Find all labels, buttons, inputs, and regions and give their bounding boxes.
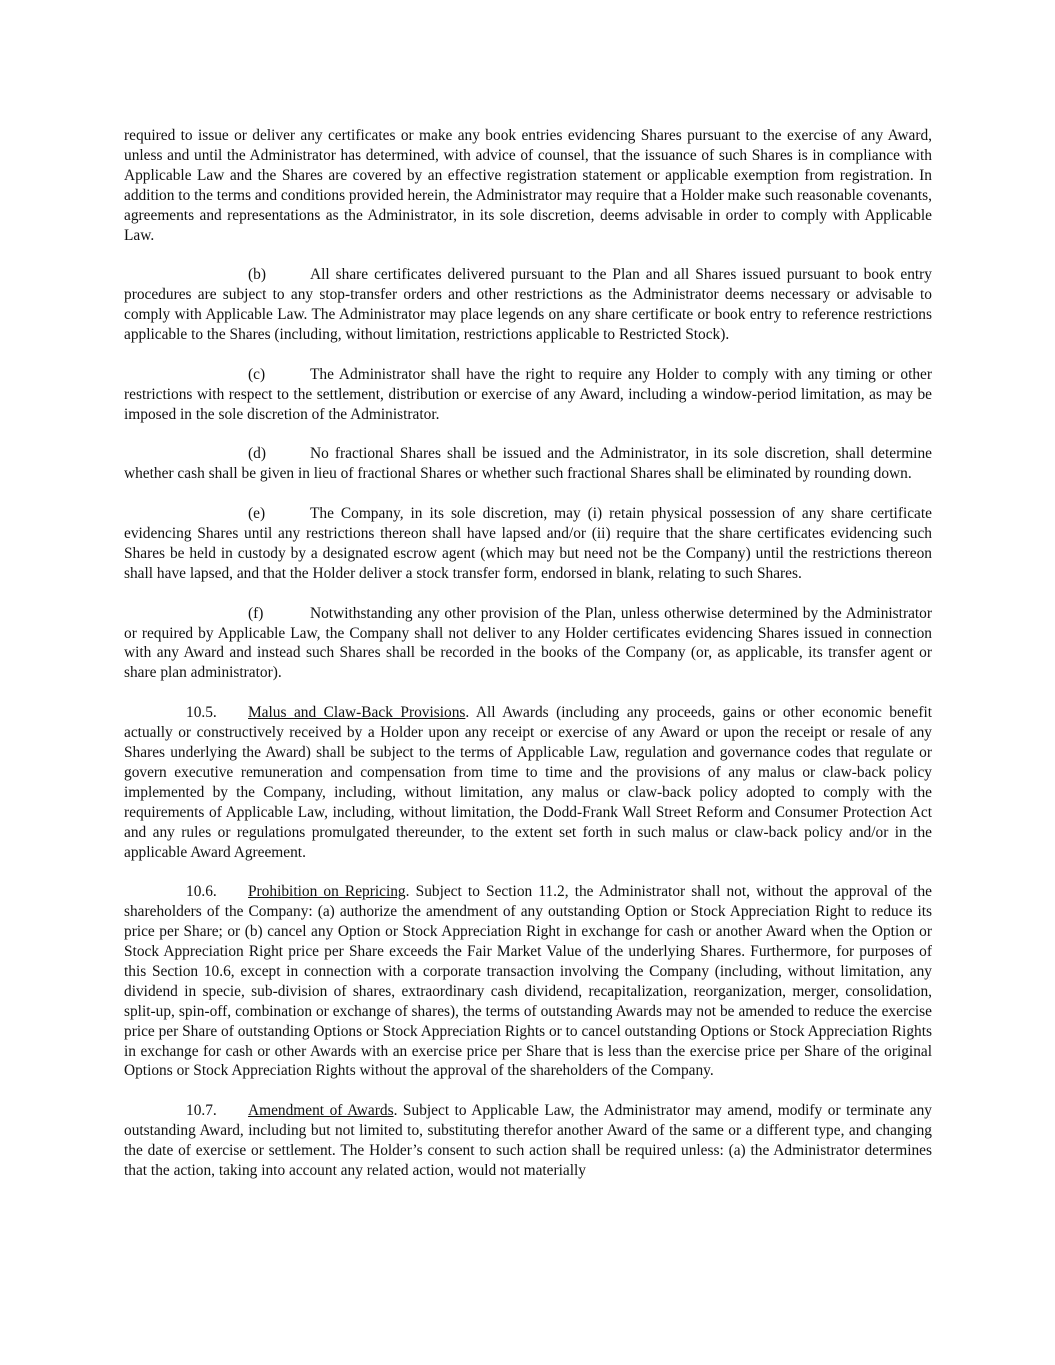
subsection-text: The Administrator shall have the right to require any Holder to comply with any timing or other restrictions with respect to the settlement, distribution or exercise of any Award, including a window-period limitation, as may be imposed in the sole discretion of the Administrator. [124, 365, 932, 423]
section-heading: Amendment of Awards [248, 1102, 394, 1120]
subsection-label: (d) [248, 445, 266, 463]
subsection-c [124, 365, 932, 425]
subsection-text: The Company, in its sole discretion, may (i) retain physical possession of any share certificate evidencing Shares until any restrictions thereon shall have lapsed and/or (ii) require that the share certificates evidencing such Shares be held in custody by a designated escrow agent (which may but need not be the Company) until the restrictions thereon shall have lapsed, and that the Holder deliver a stock transfer form, endorsed in blank, relating to such Shares. [124, 505, 932, 582]
section-heading: Prohibition on Repricing [248, 883, 406, 901]
subsection-text: All share certificates delivered pursuant to the Plan and all Shares issued pursuant to book entry procedures are subject to any stop-transfer orders and other restrictions as the Administrator deems necessary or advisable to comply with Applicable Law. The Administrator may place legends on any share certificate or book entry to reference restrictions applicable to the Shares (including, without limitation, restrictions applicable to Restricted Stock). [124, 266, 932, 344]
section-text: . Subject to Applicable Law, the Administrator may amend, modify or terminate any outstanding Award, including but not limited to, substituting therefor another Award of the same or a different type, and changing the date of exercise or settlement. The Holder’s consent to such action shall be required unless: (a) the Administrator determines that the action, taking into account any related action, would not materially [124, 1102, 932, 1179]
subsection-label: (c) [248, 365, 266, 383]
subsection-f [124, 604, 932, 684]
document-page [124, 126, 932, 1201]
subsection-label: (e) [248, 505, 266, 523]
section-text: . Subject to Section 11.2, the Administrator shall not, without the approval of the shareholders of the Company: (a) authorize the amendment of any outstanding Option or Stock Appreciation Right to reduce its price per Share; or (b) cancel any Option or Stock Appreciation Right in exchange for cash or another Award when the Option or Stock Appreciation Right price per Share exceeds the Fair Market Value of the underlying Shares. Furthermore, for purposes of this Section 10.6, except in connection with a corporate transaction involving the Company (including, without limitation, any dividend in specie, sub-division of shares, extraordinary cash dividend, recapitalization, reorganization, merger, consolidation, split-up, spin-off, combination or exchange of shares), the terms of outstanding Awards may not be amended to reduce the exercise price per Share of outstanding Options or Stock Appreciation Rights or to cancel outstanding Options or Stock Appreciation Rights in exchange for cash or other Awards with an exercise price per Share that is less than the exercise price per Share of the original Options or Stock Appreciation Rights without the approval of the shareholders of the Company. [124, 883, 933, 1080]
subsection-d [124, 444, 932, 484]
subsection-e [124, 504, 932, 584]
section-10-6 [124, 882, 932, 1081]
intro-paragraph: required to issue or deliver any certificates or make any book entries evidencing Shares pursuant to the exercise of any Award, unless and until the Administrator has determined, with advice of counsel, that the issuance of such Shares is in compliance with Applicable Law and the Shares are covered by an effective registration statement or applicable exemption from registration. In addition to the terms and conditions provided herein, the Administrator may require that a Holder make such reasonable covenants, agreements and representations as the Administrator, in its sole discretion, deems advisable in order to comply with Applicable Law. [124, 127, 932, 244]
subsection-label: (f) [248, 604, 264, 622]
section-number: 10.6. [186, 883, 217, 901]
subsection-label: (b) [248, 266, 266, 284]
section-number: 10.7. [186, 1102, 217, 1120]
subsection-b [124, 265, 932, 345]
subsection-text: No fractional Shares shall be issued and the Administrator, in its sole discretion, shall determine whether cash shall be given in lieu of fractional Shares or whether such fractional Shares shall be eliminated by rounding down. [124, 445, 932, 483]
section-10-5 [124, 703, 932, 862]
subsection-text: Notwithstanding any other provision of the Plan, unless otherwise determined by the Administrator or required by Applicable Law, the Company shall not deliver to any Holder certificates evidencing Shares issued in connection with any Award and instead such Shares shall be recorded in the books of the Company (or, as applicable, its transfer agent or share plan administrator). [124, 604, 932, 682]
section-text: . All Awards (including any proceeds, gains or other economic benefit actually or constructively received by a Holder upon any receipt or exercise of any Award or upon the receipt or resale of any Shares underlying the Award) shall be subject to the terms of Applicable Law, regulation and governance codes that regulate or govern executive remuneration and compensation from time to time and the provisions of any malus or claw-back policy implemented by the Company, including, without limitation, any malus or claw-back policy adopted to comply with the requirements of Applicable Law, including, without limitation, the Dodd-Frank Wall Street Reform and Consumer Protection Act and any rules or regulations promulgated thereunder, to the extent set forth in such malus or claw-back policy and/or in the applicable Award Agreement. [124, 704, 932, 861]
section-10-7 [124, 1101, 932, 1181]
section-number: 10.5. [186, 704, 217, 722]
section-heading: Malus and Claw-Back Provisions [248, 704, 466, 722]
